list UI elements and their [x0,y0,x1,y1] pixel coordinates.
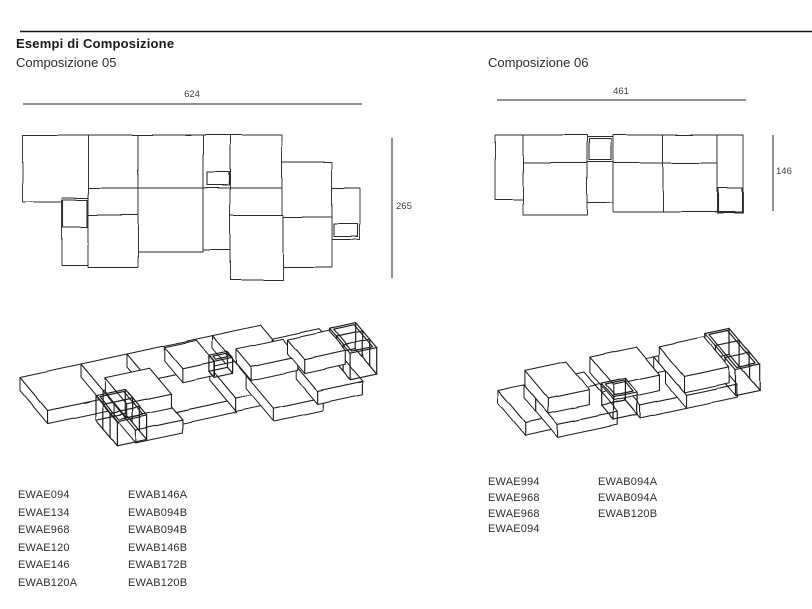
product-code: EWAE146 [18,559,70,571]
codes-list-composition-05 [18,487,238,592]
plan-drawing-06 [495,135,743,215]
dim-label-height-06: 146 [776,166,792,177]
product-code: EWAE968 [18,524,70,536]
codes-column [128,487,238,592]
codes-column [598,475,708,538]
product-code: EWAB120B [598,507,658,520]
product-code: EWAE120 [18,541,70,554]
codes-column [18,487,128,592]
product-code: EWAB120A [18,576,78,589]
product-code: EWAB146B [128,541,188,554]
product-code: EWAB094A [598,491,658,504]
product-code: EWAB172B [128,559,188,571]
product-code: EWAB094B [128,506,188,519]
product-code: EWAE968 [488,507,540,520]
product-code: EWAE134 [18,506,70,519]
product-code: EWAB094B [128,524,188,536]
product-code: EWAE094 [18,489,70,501]
composition-06-title: Composizione 06 [488,55,589,70]
product-code: EWAB146A [128,489,188,501]
product-code: EWAB094A [598,476,658,488]
page-title: Esempi di Composizione [16,36,175,51]
product-code: EWAE994 [488,476,540,488]
codes-list-composition-06 [488,475,708,538]
dim-label-width-05: 624 [184,89,200,100]
isometric-drawing-06 [498,328,760,437]
codes-column [488,475,598,538]
composition-05-title: Composizione 05 [16,55,117,70]
product-code: EWAB120B [128,576,188,589]
product-code: EWAE094 [488,523,540,536]
dim-label-width-06: 461 [613,86,629,97]
dim-label-height-05: 265 [396,201,412,212]
plan-drawing-05 [23,135,360,280]
product-code: EWAE968 [488,491,540,504]
isometric-drawing-05 [20,323,377,446]
